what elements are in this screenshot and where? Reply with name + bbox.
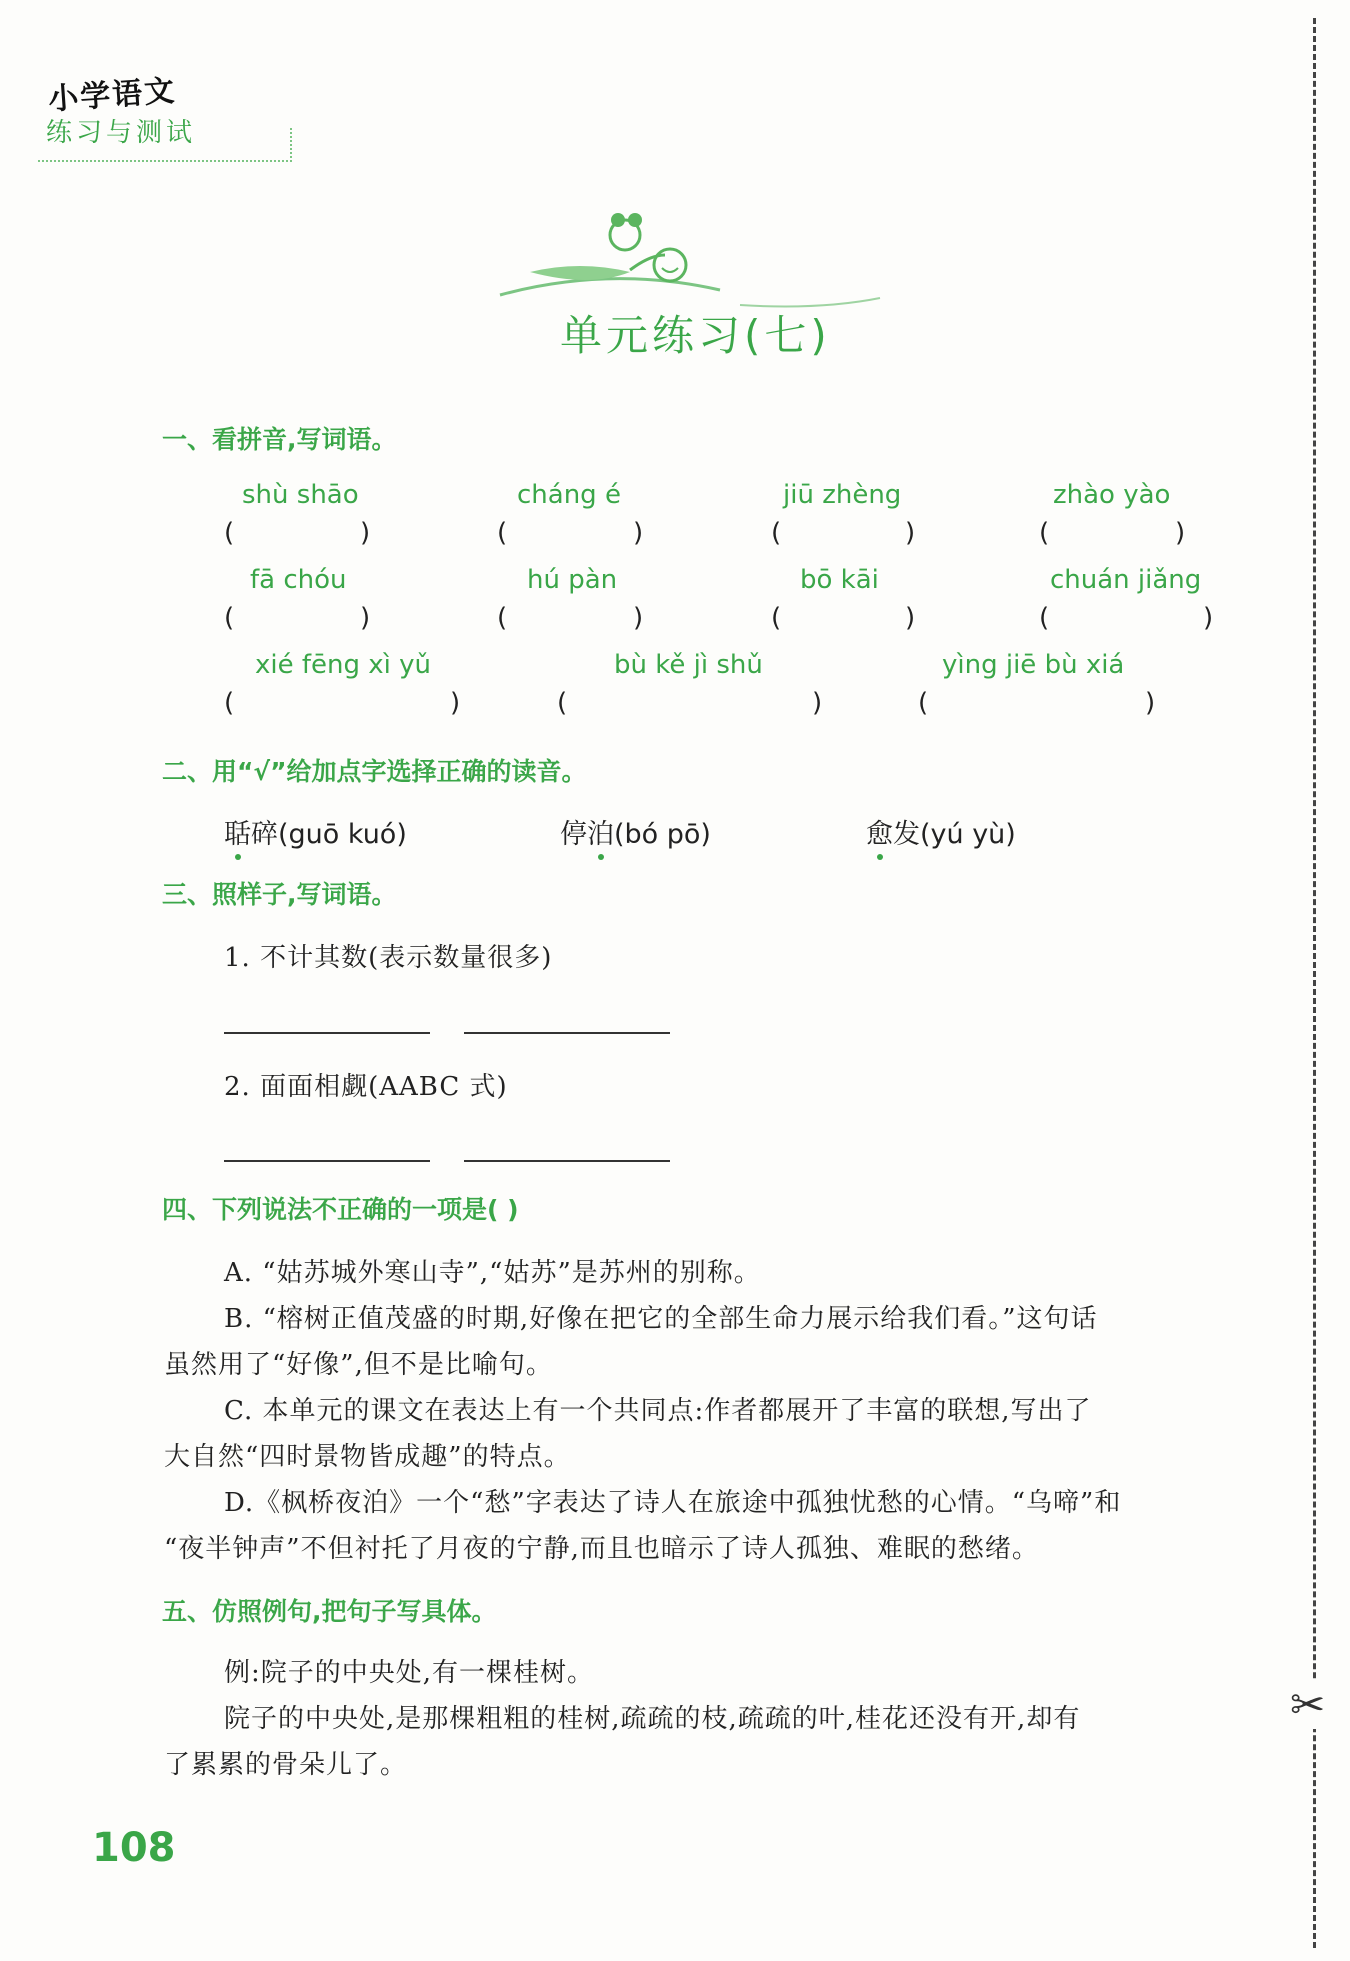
answer-paren-close: ) <box>812 688 823 718</box>
reading-options: (bó pō) <box>614 819 711 850</box>
pinyin-item: yìng jiē bù xiá <box>942 650 1125 680</box>
reading-choice-item <box>866 812 1016 851</box>
option-c: C. 本单元的课文在表达上有一个共同点:作者都展开了丰富的联想,写出了 <box>224 1396 1092 1426</box>
answer-paren-close: ) <box>450 688 461 718</box>
word-pre: 停 <box>560 819 587 850</box>
dotted-character: 聒 <box>224 819 251 850</box>
word-rest: 碎 <box>251 819 278 850</box>
answer-paren-open: ( <box>224 603 235 633</box>
answer-paren-close: ) <box>905 603 916 633</box>
word-rest: 发 <box>893 819 920 850</box>
answer-paren-close: ) <box>633 518 644 548</box>
option-c-cont: 大自然“四时景物皆成趣”的特点。 <box>164 1442 571 1472</box>
example-word-1: 1. 不计其数(表示数量很多) <box>224 943 553 973</box>
pinyin-item: bō kāi <box>800 565 879 595</box>
unit-title: 单元练习(七) <box>560 311 831 360</box>
scissors-icon: ✂ <box>1290 1680 1326 1729</box>
expanded-sentence: 院子的中央处,是那棵粗粗的桂树,疏疏的枝,疏疏的叶,桂花还没有开,却有 <box>224 1704 1081 1734</box>
option-b: B. “榕树正值茂盛的时期,好像在把它的全部生命力展示给我们看。”这句话 <box>224 1304 1098 1334</box>
pinyin-item: zhào yào <box>1053 480 1171 510</box>
answer-paren-close: ) <box>360 603 371 633</box>
pinyin-item: cháng é <box>517 480 621 510</box>
answer-paren-open: ( <box>771 603 782 633</box>
pinyin-item: jiū zhèng <box>783 480 902 510</box>
answer-paren-open: ( <box>557 688 568 718</box>
pinyin-item: xié fēng xì yǔ <box>255 650 432 680</box>
answer-paren-open: ( <box>1039 518 1050 548</box>
section1-heading: 一、看拼音,写词语。 <box>162 425 397 454</box>
cut-line <box>1313 18 1316 1948</box>
option-a: A. “姑苏城外寒山寺”,“姑苏”是苏州的别称。 <box>224 1258 761 1288</box>
option-b-cont: 虽然用了“好像”,但不是比喻句。 <box>164 1350 553 1380</box>
answer-paren-close: ) <box>1145 688 1156 718</box>
series-title: 小学语文 <box>47 73 178 118</box>
reading-options: (guō kuó) <box>278 819 407 850</box>
cartoon-children-icon <box>490 210 890 310</box>
pinyin-item: hú pàn <box>527 565 618 595</box>
dotted-character: 愈 <box>866 819 893 850</box>
answer-paren-close: ) <box>360 518 371 548</box>
answer-paren-open: ( <box>918 688 929 718</box>
section3-heading: 三、照样子,写词语。 <box>162 880 397 909</box>
dotted-character: 泊 <box>587 819 614 850</box>
option-d: D.《枫桥夜泊》一个“愁”字表达了诗人在旅途中孤独忧愁的心情。“乌啼”和 <box>224 1488 1122 1518</box>
section4-heading: 四、下列说法不正确的一项是( ) <box>162 1195 519 1224</box>
pinyin-item: fā chóu <box>250 565 347 595</box>
answer-paren-open: ( <box>1039 603 1050 633</box>
expanded-sentence-cont: 了累累的骨朵儿了。 <box>164 1750 408 1780</box>
section5-heading: 五、仿照例句,把句子写具体。 <box>162 1597 497 1626</box>
series-subtitle: 练习与测试 <box>46 118 197 148</box>
answer-blank <box>464 1160 670 1162</box>
answer-paren-open: ( <box>771 518 782 548</box>
answer-paren-open: ( <box>224 518 235 548</box>
section2-heading: 二、用“√”给加点字选择正确的读音。 <box>162 757 587 786</box>
answer-paren-close: ) <box>633 603 644 633</box>
page-number: 108 <box>92 1825 176 1871</box>
answer-paren-open: ( <box>497 603 508 633</box>
answer-blank <box>224 1032 430 1034</box>
answer-paren-open: ( <box>497 518 508 548</box>
option-d-cont: “夜半钟声”不但衬托了月夜的宁静,而且也暗示了诗人孤独、难眠的愁绪。 <box>164 1534 1039 1564</box>
example-word-2: 2. 面面相觑(AABC 式) <box>224 1072 508 1102</box>
answer-paren-open: ( <box>224 688 235 718</box>
answer-blank <box>464 1032 670 1034</box>
reading-choice-item <box>224 812 407 851</box>
series-dotted-frame <box>38 128 292 162</box>
pinyin-item: chuán jiǎng <box>1050 565 1202 595</box>
answer-paren-close: ) <box>905 518 916 548</box>
reading-options: (yú yù) <box>920 819 1016 850</box>
answer-paren-close: ) <box>1175 518 1186 548</box>
reading-choice-item <box>560 812 711 851</box>
pinyin-item: bù kě jì shǔ <box>614 650 763 680</box>
answer-blank <box>224 1160 430 1162</box>
answer-paren-close: ) <box>1203 603 1214 633</box>
example-sentence: 例:院子的中央处,有一棵桂树。 <box>224 1658 595 1688</box>
pinyin-item: shù shāo <box>242 480 359 510</box>
